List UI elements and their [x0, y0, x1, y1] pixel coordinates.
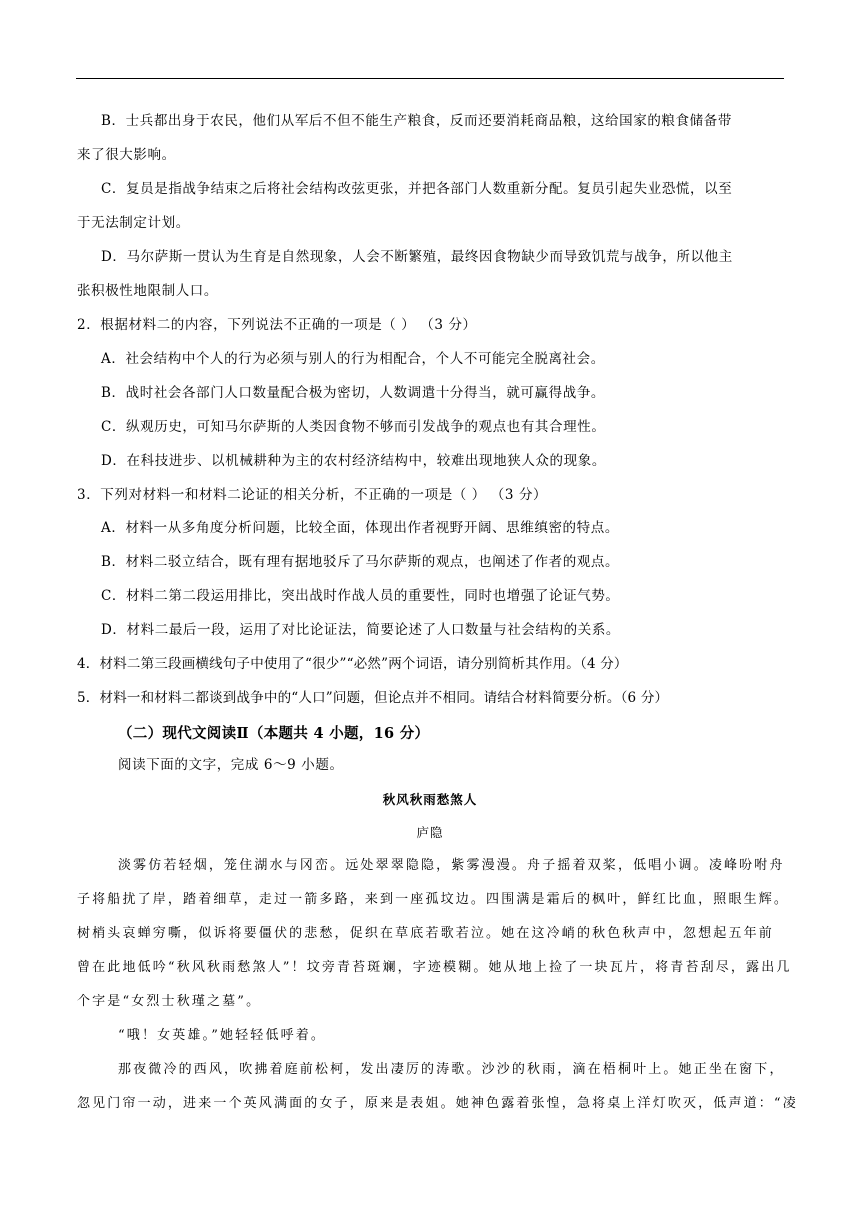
- prev-option-b: B．士兵都出身于农民，他们从军后不但不能生产粮食，反而还要消耗商品粮，这给国家的粮食储备带: [101, 113, 732, 129]
- question-2-option-b: B．战时社会各部门人口数量配合极为密切，人数调遣十分得当，就可赢得战争。: [101, 385, 606, 401]
- story-paragraph-3-line-1: 那夜微冷的西风，吹拂着庭前松柯，发出凄厉的涛歌。沙沙的秋雨，滴在梧桐叶上。她正坐在窗下，: [118, 1062, 785, 1077]
- story-title: 秋风秋雨愁煞人: [382, 792, 478, 807]
- question-3-option-a: A．材料一从多角度分析问题，比较全面，体现出作者视野开阔、思维缜密的特点。: [101, 520, 619, 536]
- prev-option-c: C．复员是指战争结束之后将社会结构改弦更张，并把各部门人数重新分配。复员引起失业恐慌，以至: [101, 181, 733, 197]
- reading-instruction: 阅读下面的文字，完成 6～9 小题。: [118, 757, 344, 773]
- prev-option-b-cont: 来了很大影响。: [77, 147, 176, 163]
- story-paragraph-1-line-3: 树梢头哀蝉穷嘶，似诉将要僵伏的悲愁，促织在草底若歌若泣。她在这冷峭的秋色秋声中，忽想起五年前: [77, 926, 774, 941]
- story-paragraph-1-line-4: 曾在此地低吟“秋风秋雨愁煞人”！坟旁青苔斑斓，字迹模糊。她从地上捡了一块瓦片，将青苔刮尽，露出几: [77, 960, 792, 975]
- question-2-stem: 2．根据材料二的内容，下列说法不正确的一项是（ ） （3 分）: [77, 317, 477, 333]
- question-4: 4．材料二第三段画横线句子中使用了“很少”“必然”两个词语，请分别简析其作用。（4 分）: [77, 656, 628, 672]
- prev-option-c-cont: 于无法制定计划。: [77, 215, 190, 231]
- story-paragraph-1-line-2: 子将船扰了岸，踏着细草，走过一箭多路，来到一座孤坟边。四围满是霜后的枫叶，鲜红比血，照眼生辉。: [77, 892, 790, 907]
- question-2-option-c: C．纵观历史，可知马尔萨斯的人类因食物不够而引发战争的观点也有其合理性。: [101, 419, 606, 435]
- section-heading: （二）现代文阅读Ⅱ（本题共 4 小题，16 分）: [118, 725, 430, 742]
- prev-option-d-cont: 张积极性地限制人口。: [77, 283, 218, 299]
- story-author: 庐隐: [416, 825, 444, 840]
- question-2-option-a: A．社会结构中个人的行为必须与别人的行为相配合，个人不可能完全脱离社会。: [101, 351, 605, 367]
- question-2-option-d: D．在科技进步、以机械耕种为主的农村经济结构中，较难出现地狭人众的现象。: [101, 453, 606, 469]
- question-3-option-c: C．材料二第二段运用排比，突出战时作战人员的重要性，同时也增强了论证气势。: [101, 588, 620, 604]
- story-paragraph-1-line-1: 淡雾仿若轻烟，笼住湖水与冈峦。远处翠翠隐隐，紫雾漫漫。舟子摇着双桨，低唱小调。凌峰吩咐舟: [118, 858, 785, 873]
- question-3-option-d: D．材料二最后一段，运用了对比论证法，简要论述了人口数量与社会结构的关系。: [101, 622, 621, 638]
- prev-option-d: D．马尔萨斯一贯认为生育是自然现象，人会不断繁殖，最终因食物缺少而导致饥荒与战争，所以他主: [101, 249, 733, 265]
- story-paragraph-2: “哦！女英雄。”她轻轻低呼着。: [118, 1028, 327, 1043]
- story-paragraph-1-line-5: 个字是“女烈士秋瑾之墓”。: [77, 994, 262, 1009]
- header-rule: [76, 78, 784, 79]
- story-paragraph-3-line-2: 忽见门帘一动，进来一个英风满面的女子，原来是表姐。她神色露着张惶，急将桌上洋灯吹灭，低声道：“凌: [77, 1096, 798, 1111]
- question-3-option-b: B．材料二驳立结合，既有理有据地驳斥了马尔萨斯的观点，也阐述了作者的观点。: [101, 554, 620, 570]
- question-3-stem: 3．下列对材料一和材料二论证的相关分析，不正确的一项是（ ） （3 分）: [77, 487, 548, 503]
- question-5: 5．材料一和材料二都谈到战争中的“人口”问题，但论点并不相同。请结合材料简要分析。（6 分）: [77, 690, 669, 706]
